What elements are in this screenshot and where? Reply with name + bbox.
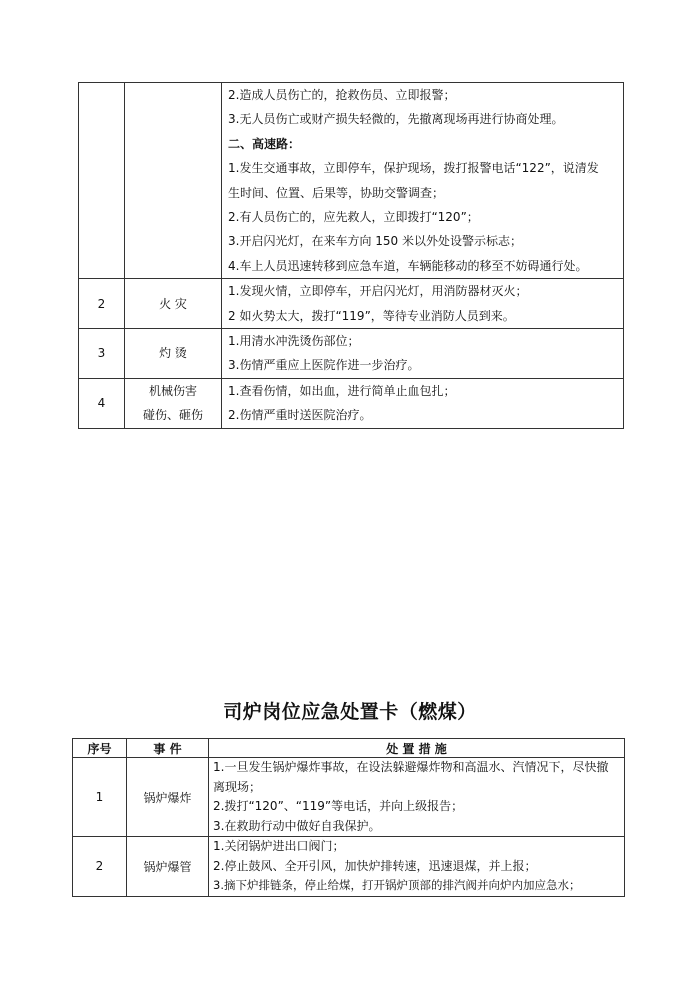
measures-cell [222, 83, 624, 279]
event-name [125, 378, 222, 428]
measure-line: 1.发生交通事故，立即停车，保护现场，拨打报警电话“122”，说清发 [228, 161, 599, 176]
event-name-line: 碰伤、砸伤 [142, 408, 203, 423]
measure-line: 2.造成人员伤亡的，抢救伤员、立即报警； [228, 88, 456, 102]
table-row [79, 279, 624, 329]
measures-cell [222, 279, 624, 329]
table-row [79, 83, 624, 279]
measure-line: 1.关闭锅炉进出口阀门； [213, 839, 345, 853]
emergency-table-continued [78, 82, 624, 429]
event-name [125, 83, 222, 279]
measures-cell [222, 329, 624, 379]
measures-cell [209, 758, 625, 837]
row-number: 4 [79, 378, 125, 428]
row-number: 3 [79, 329, 125, 379]
event-name: 火 灾 [125, 279, 222, 329]
measure-line: 2.停止鼓风、全开引风，加快炉排转速，迅速退煤，并上报； [213, 858, 537, 873]
header-number: 序号 [73, 739, 127, 758]
measure-line: 2.拨打“120”、“119”等电话，并向上级报告； [213, 799, 464, 813]
measure-line: 生时间、位置、后果等，协助交警调查； [228, 185, 445, 200]
row-number [79, 83, 125, 279]
measure-line: 3.在救助行动中做好自我保护。 [213, 818, 381, 833]
table-row [73, 837, 625, 897]
measure-line: 3.无人员伤亡或财产损失轻微的，先撤离现场再进行协商处理。 [228, 112, 564, 127]
measure-line: 3.伤情严重应上医院作进一步治疗。 [228, 358, 420, 373]
event-name: 灼 烫 [125, 329, 222, 379]
event-name-line: 机械伤害 [148, 384, 197, 399]
table-row [79, 329, 624, 379]
measure-line: 4.车上人员迅速转移到应急车道，车辆能移动的移至不妨碍通行处。 [228, 258, 588, 273]
row-number: 1 [73, 758, 127, 837]
event-name: 锅炉爆管 [127, 837, 209, 897]
event-name: 锅炉爆炸 [127, 758, 209, 837]
measure-line: 2 如火势太大，拨打“119”，等待专业消防人员到来。 [228, 308, 515, 323]
measure-line: 2.伤情严重时送医院治疗。 [228, 408, 372, 423]
table-row [79, 378, 624, 428]
row-number: 2 [79, 279, 125, 329]
header-measures: 处 置 措 施 [209, 739, 625, 758]
measure-line: 3.开启闪光灯，在来车方向 150 米以外处设警示标志； [228, 234, 522, 249]
measure-line: 1.一旦发生锅炉爆炸事故，在设法躲避爆炸物和高温水、汽情况下，尽快撤离现场； [213, 760, 609, 794]
measure-line: 3.摘下炉排链条，停止给煤，打开锅炉顶部的排汽阀并向炉内加应急水； [213, 878, 581, 892]
row-number: 2 [73, 837, 127, 897]
measure-subheading: 二、高速路： [228, 136, 301, 151]
measures-cell [209, 837, 625, 897]
measure-line: 2.有人员伤亡的，应先救人，立即拨打“120”； [228, 210, 479, 225]
header-event: 事 件 [127, 739, 209, 758]
table-header-row [73, 739, 625, 758]
boiler-emergency-table [72, 738, 625, 897]
table-row [73, 758, 625, 837]
measure-line: 1.用清水冲洗烫伤部位； [228, 334, 360, 349]
measures-cell [222, 378, 624, 428]
measure-line: 1.发现火情，立即停车，开启闪光灯，用消防器材灭火； [228, 284, 528, 299]
card-title: 司炉岗位应急处置卡（燃煤） [223, 701, 477, 723]
measure-line: 1.查看伤情，如出血，进行简单止血包扎； [228, 383, 456, 398]
